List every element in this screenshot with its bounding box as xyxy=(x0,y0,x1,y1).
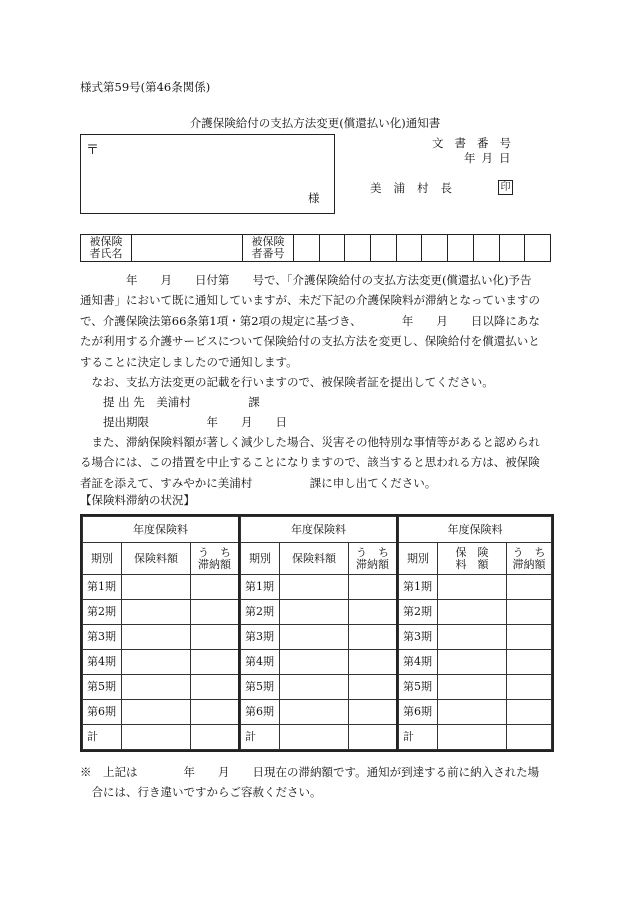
number-digit-cell xyxy=(499,235,525,262)
doc-number: 文書番号 xyxy=(432,136,522,150)
amount-cell xyxy=(438,725,507,750)
number-digit-cell xyxy=(371,235,397,262)
col-amount: 保 険 料 額 xyxy=(438,543,507,575)
number-digit-cell xyxy=(319,235,345,262)
period-label: 第4期 xyxy=(83,650,122,675)
amount-cell xyxy=(122,675,191,700)
period-label: 第1期 xyxy=(399,575,438,600)
amount-cell xyxy=(280,600,349,625)
number-digit-cell xyxy=(396,235,422,262)
document-title: 介護保険給付の支払方法変更(償還払い化)通知書 xyxy=(189,116,441,130)
arrears-cell xyxy=(191,575,240,600)
period-label: 第2期 xyxy=(241,600,280,625)
col-period: 期別 xyxy=(241,543,280,575)
insured-name-cell xyxy=(132,235,243,262)
amount-cell xyxy=(438,575,507,600)
submit-to: 提 出 先 美浦村 課 xyxy=(80,395,260,409)
arrears-cell xyxy=(507,575,552,600)
total-label: 計 xyxy=(241,725,280,750)
period-label: 第3期 xyxy=(241,625,280,650)
amount-cell xyxy=(438,625,507,650)
amount-cell xyxy=(438,600,507,625)
arrears-cell xyxy=(191,625,240,650)
amount-cell xyxy=(280,700,349,725)
period-label: 第3期 xyxy=(399,625,438,650)
total-label: 計 xyxy=(399,725,438,750)
amount-cell xyxy=(122,625,191,650)
address-box xyxy=(80,134,335,214)
amount-cell xyxy=(280,625,349,650)
body-paragraph-1: 年 月 日付第 号で、「介護保険給付の支払方法変更(償還払い化)予告 通知書」において既に通知していますが、未だ下記の介護保険料が滞納となっていますの で、介護保険法第66条第1項・第2項の規定に基づき、 年 月 日以降にあな たが利用する介護サービスについて保険給付の支払方法を変更し、保険給付を償還払いと することに決定しましたので通知します。 xyxy=(80,273,540,369)
total-label: 計 xyxy=(83,725,122,750)
arrears-cell xyxy=(349,625,398,650)
arrears-cell xyxy=(349,575,398,600)
amount-cell xyxy=(280,675,349,700)
arrears-cell xyxy=(191,600,240,625)
period-label: 第1期 xyxy=(241,575,280,600)
period-label: 第4期 xyxy=(241,650,280,675)
col-period: 期別 xyxy=(399,543,438,575)
amount-cell xyxy=(438,650,507,675)
body-paragraph-2: なお、支払方法変更の記載を行いますので、被保険者証を提出してください。 xyxy=(80,375,494,389)
arrears-table-2 xyxy=(240,516,398,750)
period-label: 第5期 xyxy=(399,675,438,700)
number-digit-cell xyxy=(345,235,371,262)
block-header: 年度保険料 xyxy=(241,517,398,543)
insured-info-table xyxy=(80,234,551,262)
amount-cell xyxy=(280,575,349,600)
arrears-cell xyxy=(349,600,398,625)
honorific: 様 xyxy=(308,191,320,205)
col-arrears: う ち 滞納額 xyxy=(349,543,398,575)
arrears-cell xyxy=(507,725,552,750)
number-digit-cell xyxy=(422,235,448,262)
number-digit-cell xyxy=(448,235,474,262)
col-arrears: う ち 滞納額 xyxy=(191,543,240,575)
amount-cell xyxy=(438,675,507,700)
period-label: 第2期 xyxy=(83,600,122,625)
arrears-cell xyxy=(349,650,398,675)
period-label: 第4期 xyxy=(399,650,438,675)
number-digit-cell xyxy=(294,235,320,262)
col-arrears: う ち 滞納額 xyxy=(507,543,552,575)
period-label: 第6期 xyxy=(83,700,122,725)
arrears-grid xyxy=(80,514,554,752)
period-label: 第6期 xyxy=(399,700,438,725)
amount-cell xyxy=(122,700,191,725)
issue-date: 年月日 xyxy=(464,151,517,165)
arrears-cell xyxy=(349,700,398,725)
arrears-cell xyxy=(191,725,240,750)
period-label: 第6期 xyxy=(241,700,280,725)
period-label: 第5期 xyxy=(83,675,122,700)
number-digit-cell xyxy=(473,235,499,262)
arrears-heading: 【保険料滞納の状況】 xyxy=(80,493,195,507)
amount-cell xyxy=(122,575,191,600)
amount-cell xyxy=(280,725,349,750)
mayor-title: 美浦村長 xyxy=(370,181,464,195)
amount-cell xyxy=(122,600,191,625)
arrears-table-3 xyxy=(398,516,552,750)
period-label: 第5期 xyxy=(241,675,280,700)
footnote: ※ 上記は 年 月 日現在の滞納額です。通知が到達する前に納入された場 合には、行き違いですからご容赦ください。 xyxy=(80,765,540,799)
arrears-cell xyxy=(507,600,552,625)
period-label: 第1期 xyxy=(83,575,122,600)
arrears-cell xyxy=(507,650,552,675)
arrears-cell xyxy=(191,675,240,700)
arrears-cell xyxy=(349,675,398,700)
form-number: 様式第59号(第46条関係) xyxy=(80,80,211,94)
number-digit-cell xyxy=(525,235,551,262)
insured-number-label: 被保険 者番号 xyxy=(243,235,294,262)
arrears-table-1 xyxy=(82,516,240,750)
arrears-cell xyxy=(507,675,552,700)
submit-deadline: 提出期限 年 月 日 xyxy=(80,415,287,429)
arrears-cell xyxy=(507,700,552,725)
seal-mark: 印 xyxy=(498,180,513,195)
amount-cell xyxy=(122,725,191,750)
block-header: 年度保険料 xyxy=(399,517,552,543)
arrears-cell xyxy=(191,650,240,675)
arrears-cell xyxy=(349,725,398,750)
insured-name-label: 被保険 者氏名 xyxy=(81,235,132,262)
amount-cell xyxy=(122,650,191,675)
body-paragraph-3: また、滞納保険料額が著しく減少した場合、災害その他特別な事情等があると認められ る場合には、この措置を中止することになりますので、該当すると思われる方は、被保険 者証を添えて、すみやかに美浦村 課に申し出てください。 xyxy=(80,435,540,490)
postal-mark: 〒 xyxy=(86,143,100,158)
col-amount: 保険料額 xyxy=(280,543,349,575)
arrears-cell xyxy=(191,700,240,725)
block-header: 年度保険料 xyxy=(83,517,240,543)
col-amount: 保険料額 xyxy=(122,543,191,575)
period-label: 第2期 xyxy=(399,600,438,625)
amount-cell xyxy=(280,650,349,675)
period-label: 第3期 xyxy=(83,625,122,650)
arrears-cell xyxy=(507,625,552,650)
col-period: 期別 xyxy=(83,543,122,575)
amount-cell xyxy=(438,700,507,725)
